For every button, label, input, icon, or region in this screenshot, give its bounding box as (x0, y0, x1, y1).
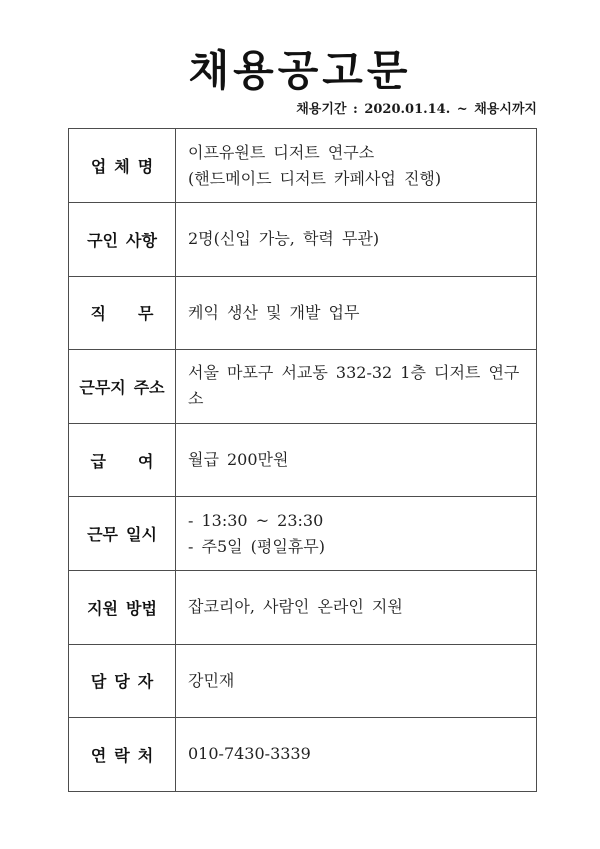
row-label: 구인 사항 (69, 202, 176, 276)
row-label: 근무지 주소 (69, 350, 176, 424)
table-row (69, 718, 537, 792)
page-title: 채용공고문 (188, 46, 412, 95)
row-value (176, 276, 537, 350)
row-label: 근무 일시 (69, 497, 176, 571)
row-value (176, 423, 537, 497)
table-row (69, 497, 537, 571)
row-value (176, 570, 537, 644)
row-label: 지원 방법 (69, 570, 176, 644)
row-value (176, 644, 537, 718)
job-info-table (68, 128, 537, 791)
table-row (69, 276, 537, 350)
table-row (69, 423, 537, 497)
row-label: 연 락 처 (69, 718, 176, 792)
value-line: 서울 마포구 서교동 332-32 1층 디저트 연구소 (188, 363, 520, 409)
table-row (69, 644, 537, 718)
table-row (69, 202, 537, 276)
value-line: (핸드메이드 디저트 카페사업 진행) (188, 168, 442, 188)
row-label: 담 당 자 (69, 644, 176, 718)
value-line: 케익 생산 및 개발 업무 (188, 302, 360, 322)
recruitment-period: 채용기간 : 2020.01.14. ~ 채용시까지 (296, 102, 537, 118)
value-line: 이프유원트 디저트 연구소 (188, 142, 375, 162)
value-line: 월급 200만원 (188, 450, 289, 470)
value-line: - 주5일 (평일휴무) (188, 536, 325, 556)
value-line: 2명(신입 가능, 학력 무관) (188, 229, 380, 249)
value-line: 잡코리아, 사람인 온라인 지원 (188, 597, 403, 617)
table-row (69, 129, 537, 203)
value-line: 강민재 (188, 670, 235, 690)
table-row (69, 350, 537, 424)
row-value (176, 718, 537, 792)
row-value (176, 202, 537, 276)
value-line: - 13:30 ~ 23:30 (188, 510, 324, 530)
row-label: 급 여 (69, 423, 176, 497)
job-info-table-body (69, 129, 537, 791)
row-value (176, 129, 537, 203)
row-label: 직 무 (69, 276, 176, 350)
value-line: 010-7430-3339 (188, 744, 311, 764)
row-value (176, 497, 537, 571)
row-value (176, 350, 537, 424)
table-row (69, 570, 537, 644)
row-label: 업 체 명 (69, 129, 176, 203)
